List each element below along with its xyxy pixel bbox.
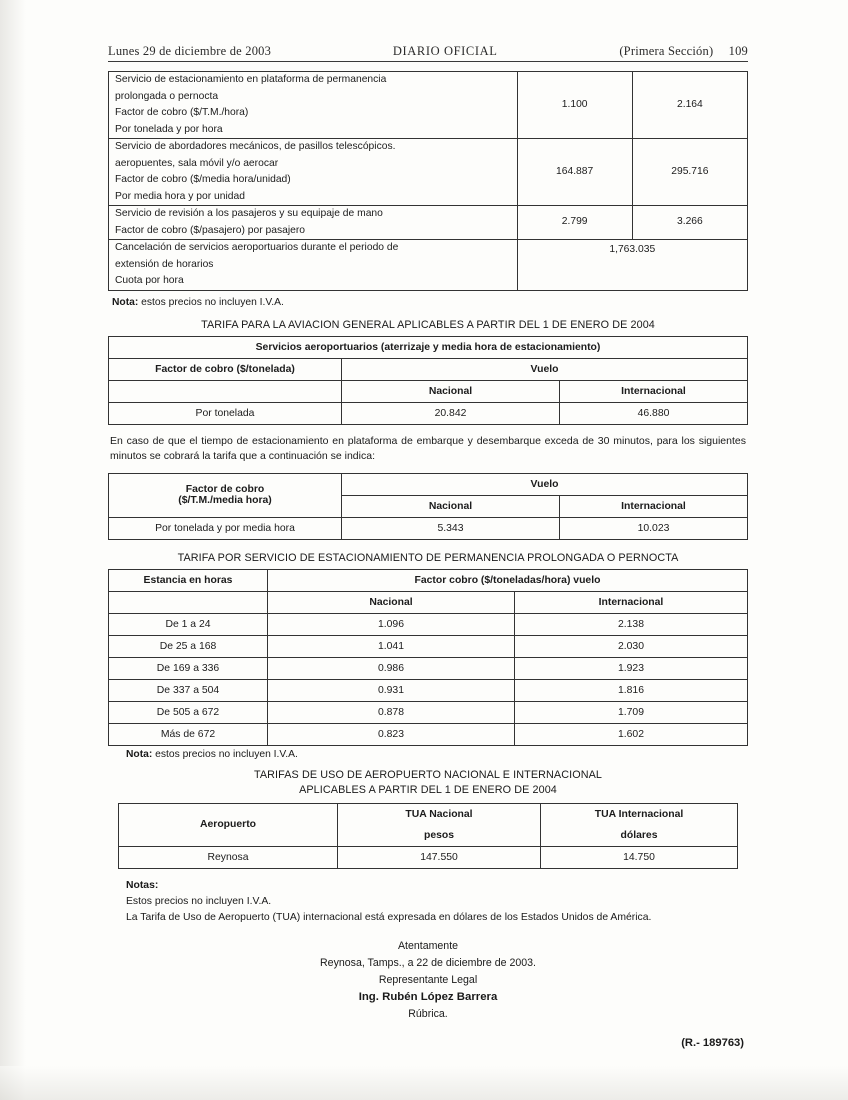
cell-tua-nacional: 147.550 xyxy=(338,846,541,868)
cell-nacional: 20.842 xyxy=(342,402,560,424)
header-nacional: Nacional xyxy=(342,380,560,402)
cell-nacional: 0.878 xyxy=(268,701,515,723)
header-aeropuerto: Aeropuerto xyxy=(119,803,338,846)
rubrica: Rúbrica. xyxy=(408,1007,448,1020)
cell-value-internacional: 295.716 xyxy=(632,139,747,206)
table-row xyxy=(109,701,748,723)
table-row xyxy=(109,336,748,358)
cell-empty xyxy=(109,380,342,402)
table-row xyxy=(119,803,738,825)
header-tua-internacional: TUA Internacional xyxy=(541,803,738,825)
cell-internacional: 1.816 xyxy=(515,679,748,701)
cell-nacional: 5.343 xyxy=(342,517,560,539)
signer-name: Ing. Rubén López Barrera xyxy=(358,990,498,1003)
nota-iva-1 xyxy=(108,297,748,308)
desc-line: extensión de horarios xyxy=(115,258,214,270)
desc-line: Servicio de revisión a los pasajeros y su equipaje de mano xyxy=(115,208,383,219)
cell-estancia: Más de 672 xyxy=(109,723,268,745)
cell-internacional: 46.880 xyxy=(560,402,748,424)
header-line-1: Factor de cobro xyxy=(185,484,265,495)
nota-text: estos precios no incluyen I.V.A. xyxy=(152,748,298,760)
table-row xyxy=(109,358,748,380)
place-date: Reynosa, Tamps., a 22 de diciembre de 2003. xyxy=(320,956,536,969)
header-vuelo: Vuelo xyxy=(342,473,748,495)
desc-line: Cancelación de servicios aeroportuarios durante el periodo de xyxy=(115,242,399,253)
signer-role: Representante Legal xyxy=(378,973,478,986)
header-nacional: Nacional xyxy=(268,591,515,613)
media-hora-table xyxy=(108,473,748,540)
cell-value-nacional: 1.100 xyxy=(517,72,632,139)
table-row xyxy=(109,473,748,495)
nota-text: estos precios no incluyen I.V.A. xyxy=(138,296,284,308)
cell-nacional: 0.931 xyxy=(268,679,515,701)
table-row xyxy=(109,613,748,635)
header-publication: DIARIO OFICIAL xyxy=(392,44,498,58)
header-section: (Primera Sección) xyxy=(619,44,714,58)
cell-nacional: 1.096 xyxy=(268,613,515,635)
cell-description xyxy=(109,139,518,206)
table-row xyxy=(109,723,748,745)
cell-nacional: 1.041 xyxy=(268,635,515,657)
cell-value-internacional: 3.266 xyxy=(632,206,747,240)
parrafo-exceda-30-min: En caso de que el tiempo de estacionamiento en plataforma de embarque y desembarque exceda de 30 minutos, para los siguientes minutos se cobrará la tarifa que a continuación se indica: xyxy=(110,434,746,462)
tua-table xyxy=(118,803,738,869)
header-estancia-horas: Estancia en horas xyxy=(109,569,268,591)
desc-line: aeropuentes, sala móvil y/o aerocar xyxy=(115,157,279,169)
table-row xyxy=(109,569,748,591)
table-row xyxy=(109,635,748,657)
page-content xyxy=(108,44,748,1049)
cell-description xyxy=(109,206,518,240)
cell-nacional: 0.823 xyxy=(268,723,515,745)
cell-internacional: 1.923 xyxy=(515,657,748,679)
notas-line-2: La Tarifa de Uso de Aeropuerto (TUA) internacional está expresada en dólares de los Estados Unidos de América. xyxy=(126,911,652,923)
desc-line: Factor de cobro ($/T.M./hora) xyxy=(115,107,249,118)
header-nacional: Nacional xyxy=(342,495,560,517)
table-row xyxy=(109,240,748,291)
atentamente: Atentamente xyxy=(397,939,459,952)
header-factor-cobro: Factor de cobro ($/tonelada) xyxy=(109,358,342,380)
cell-internacional: 1.709 xyxy=(515,701,748,723)
header-page-number: 109 xyxy=(728,44,748,58)
cell-nacional: 0.986 xyxy=(268,657,515,679)
cell-estancia: De 25 a 168 xyxy=(109,635,268,657)
reference-number: (R.- 189763) xyxy=(681,1036,744,1049)
cell-internacional: 2.030 xyxy=(515,635,748,657)
notas-label: Notas: xyxy=(126,879,159,891)
cell-value-merged: 1,763.035 xyxy=(517,240,747,291)
header-vuelo: Vuelo xyxy=(342,358,748,380)
scan-shadow-left xyxy=(0,0,26,1100)
cell-internacional: 2.138 xyxy=(515,613,748,635)
pernocta-table xyxy=(108,569,748,746)
desc-line: Factor de cobro ($/media hora/unidad) xyxy=(115,174,291,185)
header-internacional: Internacional xyxy=(560,495,748,517)
header-tua-internacional-unit: dólares xyxy=(541,825,738,847)
cell-value-nacional: 2.799 xyxy=(517,206,632,240)
scan-shadow-bottom xyxy=(0,1066,848,1100)
header-internacional: Internacional xyxy=(560,380,748,402)
header-internacional: Internacional xyxy=(515,591,748,613)
tarifas-servicios-table xyxy=(108,71,748,291)
header-tua-nacional-unit: pesos xyxy=(338,825,541,847)
aviacion-general-title: TARIFA PARA LA AVIACION GENERAL APLICABLES A PARTIR DEL 1 DE ENERO DE 2004 xyxy=(201,318,655,331)
notas-line-1: Estos precios no incluyen I.V.A. xyxy=(126,895,272,907)
header-line-2: ($/T.M./media hora) xyxy=(178,495,272,506)
desc-line: Factor de cobro ($/pasajero) por pasajero xyxy=(115,224,306,236)
aviacion-general-table xyxy=(108,336,748,425)
aviacion-table-wrap xyxy=(108,336,748,425)
desc-line: Cuota por hora xyxy=(115,275,184,286)
pernocta-title: TARIFA POR SERVICIO DE ESTACIONAMIENTO DE PERMANENCIA PROLONGADA O PERNOCTA xyxy=(177,551,679,564)
cell-estancia: De 505 a 672 xyxy=(109,701,268,723)
cell-internacional: 1.602 xyxy=(515,723,748,745)
cell-row-label: Por tonelada y por media hora xyxy=(109,517,342,539)
cell-value-nacional: 164.887 xyxy=(517,139,632,206)
cell-empty xyxy=(109,591,268,613)
cell-tua-internacional: 14.750 xyxy=(541,846,738,868)
cell-row-label: Por tonelada xyxy=(109,402,342,424)
cell-estancia: De 169 a 336 xyxy=(109,657,268,679)
table-row xyxy=(109,380,748,402)
notas-finales xyxy=(108,878,748,926)
header-factor-cobro-media-hora xyxy=(109,473,342,517)
cell-value-internacional: 2.164 xyxy=(632,72,747,139)
header-tua-nacional: TUA Nacional xyxy=(338,803,541,825)
cell-description xyxy=(109,72,518,139)
table-row xyxy=(109,139,748,206)
table-row xyxy=(109,517,748,539)
desc-line: Por media hora y por unidad xyxy=(115,190,245,202)
tua-title xyxy=(108,768,748,798)
cell-aeropuerto: Reynosa xyxy=(119,846,338,868)
table-row xyxy=(109,679,748,701)
desc-line: Por tonelada y por hora xyxy=(115,123,223,135)
desc-line: Servicio de abordadores mecánicos, de pasillos telescópicos. xyxy=(115,141,396,152)
table-row xyxy=(109,72,748,139)
header-section-page xyxy=(619,44,748,59)
cell-internacional: 10.023 xyxy=(560,517,748,539)
desc-line: prolongada o pernocta xyxy=(115,90,219,102)
header-servicios-aeroportuarios: Servicios aeroportuarios (aterrizaje y media hora de estacionamiento) xyxy=(109,336,748,358)
closing-block xyxy=(108,938,748,1023)
cell-estancia: De 337 a 504 xyxy=(109,679,268,701)
table-row xyxy=(119,846,738,868)
header-factor-cobro-vuelo: Factor cobro ($/toneladas/hora) vuelo xyxy=(268,569,748,591)
table-row xyxy=(109,206,748,240)
page-header xyxy=(108,44,748,62)
nota-label: Nota: xyxy=(126,748,153,760)
header-date: Lunes 29 de diciembre de 2003 xyxy=(108,44,272,58)
cell-estancia: De 1 a 24 xyxy=(109,613,268,635)
tua-title-line-1: TARIFAS DE USO DE AEROPUERTO NACIONAL E INTERNACIONAL xyxy=(253,768,603,781)
tua-title-line-2: APLICABLES A PARTIR DEL 1 DE ENERO DE 2004 xyxy=(299,783,557,796)
table-row xyxy=(109,657,748,679)
table-row xyxy=(109,591,748,613)
table-row xyxy=(109,402,748,424)
desc-line: Servicio de estacionamiento en plataforma de permanencia xyxy=(115,74,387,85)
cell-description xyxy=(109,240,518,291)
nota-label: Nota: xyxy=(112,296,139,308)
nota-iva-2 xyxy=(108,749,748,760)
